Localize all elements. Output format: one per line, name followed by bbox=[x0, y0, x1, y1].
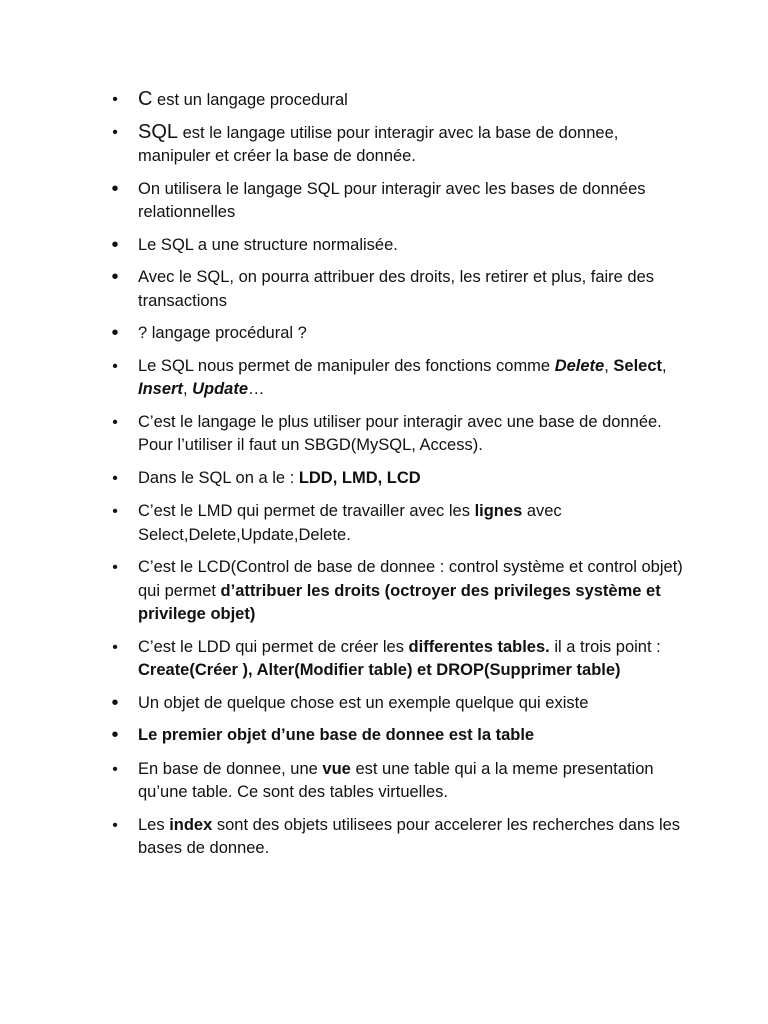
bullet-item bbox=[108, 814, 683, 861]
bullet-text bbox=[138, 816, 680, 858]
text-run: est un langage procedural bbox=[152, 91, 348, 109]
bullet-item bbox=[108, 88, 683, 113]
text-run: , bbox=[604, 356, 614, 375]
text-run: ? langage procédural ? bbox=[138, 324, 307, 342]
text-run: index bbox=[169, 815, 213, 834]
text-run: Un objet de quelque chose est un exemple quelque qui existe bbox=[138, 693, 589, 712]
text-run: C’est le LMD qui permet de travailler avec les bbox=[138, 502, 475, 520]
bullet-text bbox=[138, 558, 683, 623]
text-run: C’est le langage le plus utiliser pour interagir avec une base de donnée. Pour l’utiliser il faut un SBGD(MySQL, Access). bbox=[138, 412, 662, 454]
bullet-dot-icon: • bbox=[112, 503, 118, 520]
bullet-item bbox=[108, 234, 683, 258]
text-run: Delete bbox=[554, 356, 605, 375]
bullet-text bbox=[138, 469, 421, 487]
text-run: Insert bbox=[138, 380, 183, 398]
bullet-text bbox=[138, 180, 646, 222]
bullet-dot-icon: • bbox=[111, 233, 119, 256]
bullet-text bbox=[138, 502, 562, 544]
bullet-dot-icon: • bbox=[112, 760, 118, 778]
bullet-text bbox=[138, 694, 588, 712]
bullet-dot-icon: • bbox=[112, 357, 118, 375]
bullet-item bbox=[108, 758, 683, 805]
text-run: , bbox=[662, 356, 667, 375]
text-run: est une table qui a la meme presentation qu’une table. Ce sont des tables virtuelles. bbox=[138, 759, 654, 801]
text-run: vue bbox=[322, 759, 351, 778]
text-run: d’attribuer les droits (octroyer des privileges système et privilege objet) bbox=[138, 581, 661, 623]
bullet-text bbox=[138, 760, 654, 802]
bullet-item bbox=[108, 266, 683, 313]
bullet-dot-icon: • bbox=[112, 816, 118, 834]
bullet-text bbox=[138, 88, 348, 110]
text-run: SQL bbox=[138, 120, 179, 143]
text-run: est le langage utilise pour interagir avec la base de donnee, manipuler et créer la base de donnée. bbox=[138, 123, 619, 165]
bullet-item bbox=[108, 411, 683, 458]
bullet-dot-icon: • bbox=[112, 469, 118, 487]
text-run: On utilisera le langage SQL pour interagir avec les bases de données relationnelles bbox=[138, 179, 646, 221]
bullet-dot-icon: • bbox=[111, 691, 119, 714]
text-run: il a trois point : bbox=[549, 637, 661, 656]
bullet-dot-icon: • bbox=[111, 322, 119, 344]
bullet-item bbox=[108, 467, 683, 491]
text-run: En base de donnee, une bbox=[138, 759, 323, 778]
text-run: lignes bbox=[474, 502, 523, 520]
bullet-dot-icon: • bbox=[112, 123, 118, 141]
text-run: C’est le LCD(Control de base de donnee : control système et control objet) qui permet bbox=[138, 558, 683, 600]
bullet-text bbox=[138, 638, 661, 680]
text-run: Le SQL a une structure normalisée. bbox=[138, 235, 398, 254]
bullet-item bbox=[108, 500, 683, 547]
text-run: differentes tables. bbox=[408, 637, 550, 656]
text-run: LDD, LMD, LCD bbox=[298, 468, 421, 487]
bullet-dot-icon: • bbox=[112, 638, 118, 656]
text-run: … bbox=[248, 380, 265, 398]
bullet-list bbox=[108, 88, 683, 870]
bullet-item bbox=[108, 121, 683, 169]
bullet-item bbox=[108, 322, 683, 346]
text-run: Avec le SQL, on pourra attribuer des droits, les retirer et plus, faire des transactions bbox=[138, 268, 655, 310]
text-run: , bbox=[182, 380, 193, 398]
bullet-text bbox=[138, 357, 667, 399]
bullet-text bbox=[138, 413, 662, 455]
bullet-dot-icon: • bbox=[111, 177, 119, 200]
bullet-item bbox=[108, 724, 683, 748]
text-run: Update bbox=[192, 380, 249, 398]
bullet-dot-icon: • bbox=[112, 559, 118, 576]
text-run: Select bbox=[613, 356, 663, 375]
text-run: sont des objets utilisees pour accelerer les recherches dans les bases de donnee. bbox=[138, 815, 681, 857]
bullet-text bbox=[138, 236, 398, 254]
bullet-item bbox=[108, 692, 683, 716]
bullet-item bbox=[108, 355, 683, 402]
bullet-text bbox=[138, 726, 534, 744]
text-run: C’est le LDD qui permet de créer les bbox=[138, 637, 409, 656]
text-run: Dans le SQL on a le : bbox=[138, 468, 299, 487]
bullet-text bbox=[138, 324, 307, 342]
bullet-dot-icon: • bbox=[112, 91, 118, 108]
text-run: Le premier objet d’une base de donnee est la table bbox=[138, 726, 535, 744]
text-run: Les bbox=[138, 815, 170, 834]
bullet-text bbox=[138, 120, 619, 166]
text-run: Create(Créer ), Alter(Modifier table) et DROP(Supprimer table) bbox=[138, 661, 621, 679]
text-run: avec Select,Delete,Update,Delete. bbox=[138, 502, 562, 544]
bullet-item bbox=[108, 178, 683, 225]
bullet-dot-icon: • bbox=[112, 413, 118, 431]
text-run: C bbox=[138, 88, 153, 110]
bullet-item bbox=[108, 556, 683, 627]
text-run: Le SQL nous permet de manipuler des fonctions comme bbox=[138, 356, 555, 375]
bullet-dot-icon: • bbox=[111, 266, 119, 288]
bullet-item bbox=[108, 636, 683, 683]
bullet-text bbox=[138, 268, 654, 310]
bullet-dot-icon: • bbox=[111, 724, 119, 746]
